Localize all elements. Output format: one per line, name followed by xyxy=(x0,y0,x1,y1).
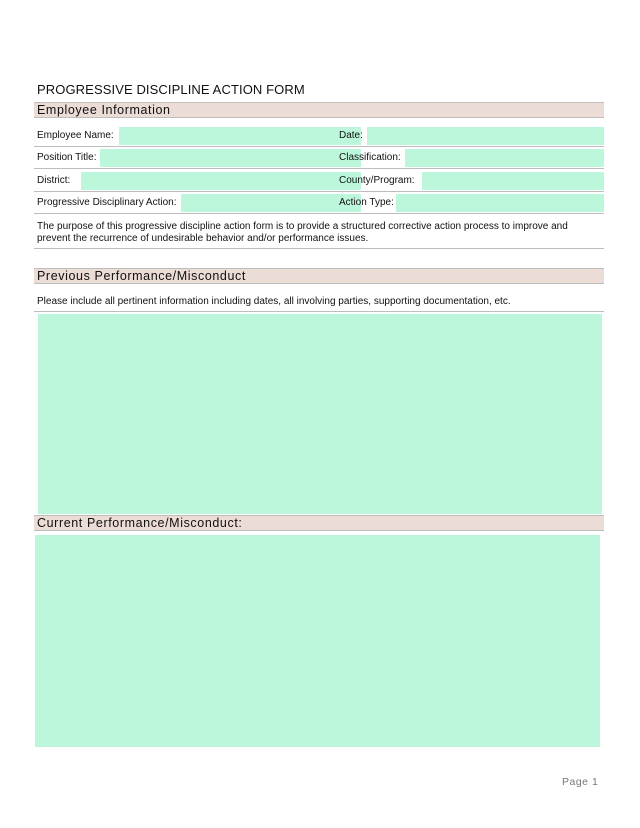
previous-instructions: Please include all pertinent information including dates, all involving parties, supporting documentation, etc. xyxy=(37,296,511,307)
divider xyxy=(34,248,604,249)
current-performance-field[interactable] xyxy=(35,535,600,747)
employee-name-field[interactable] xyxy=(119,127,361,145)
progressive-disciplinary-action-label: Progressive Disciplinary Action: xyxy=(37,197,177,208)
district-field[interactable] xyxy=(81,172,361,190)
current-performance-header: Current Performance/Misconduct: xyxy=(34,515,604,531)
previous-performance-header: Previous Performance/Misconduct xyxy=(34,268,604,284)
county-program-field[interactable] xyxy=(422,172,604,190)
action-type-field[interactable] xyxy=(396,194,604,212)
previous-performance-field[interactable] xyxy=(38,314,602,514)
row-action xyxy=(34,192,604,214)
progressive-disciplinary-action-field[interactable] xyxy=(181,194,361,212)
date-label: Date: xyxy=(339,130,363,141)
purpose-statement: The purpose of this progressive discipline action form is to provide a structured corrective action process to improve and prevent the recurrence of undesirable behavior and/or performance issues. xyxy=(37,221,568,244)
classification-field[interactable] xyxy=(405,149,604,167)
position-title-label: Position Title: xyxy=(37,152,97,163)
row-employee-name-date xyxy=(34,125,604,147)
divider xyxy=(34,311,604,312)
position-title-field[interactable] xyxy=(100,149,361,167)
classification-label: Classification: xyxy=(339,152,401,163)
employee-information-header: Employee Information xyxy=(34,102,604,118)
district-label: District: xyxy=(37,175,71,186)
row-position-classification xyxy=(34,147,604,169)
page-number: Page 1 xyxy=(562,776,599,788)
date-field[interactable] xyxy=(367,127,604,145)
row-district-county xyxy=(34,170,604,192)
form-title: PROGRESSIVE DISCIPLINE ACTION FORM xyxy=(37,82,305,97)
employee-name-label: Employee Name: xyxy=(37,130,114,141)
action-type-label: Action Type: xyxy=(339,197,394,208)
county-program-label: County/Program: xyxy=(339,175,415,186)
